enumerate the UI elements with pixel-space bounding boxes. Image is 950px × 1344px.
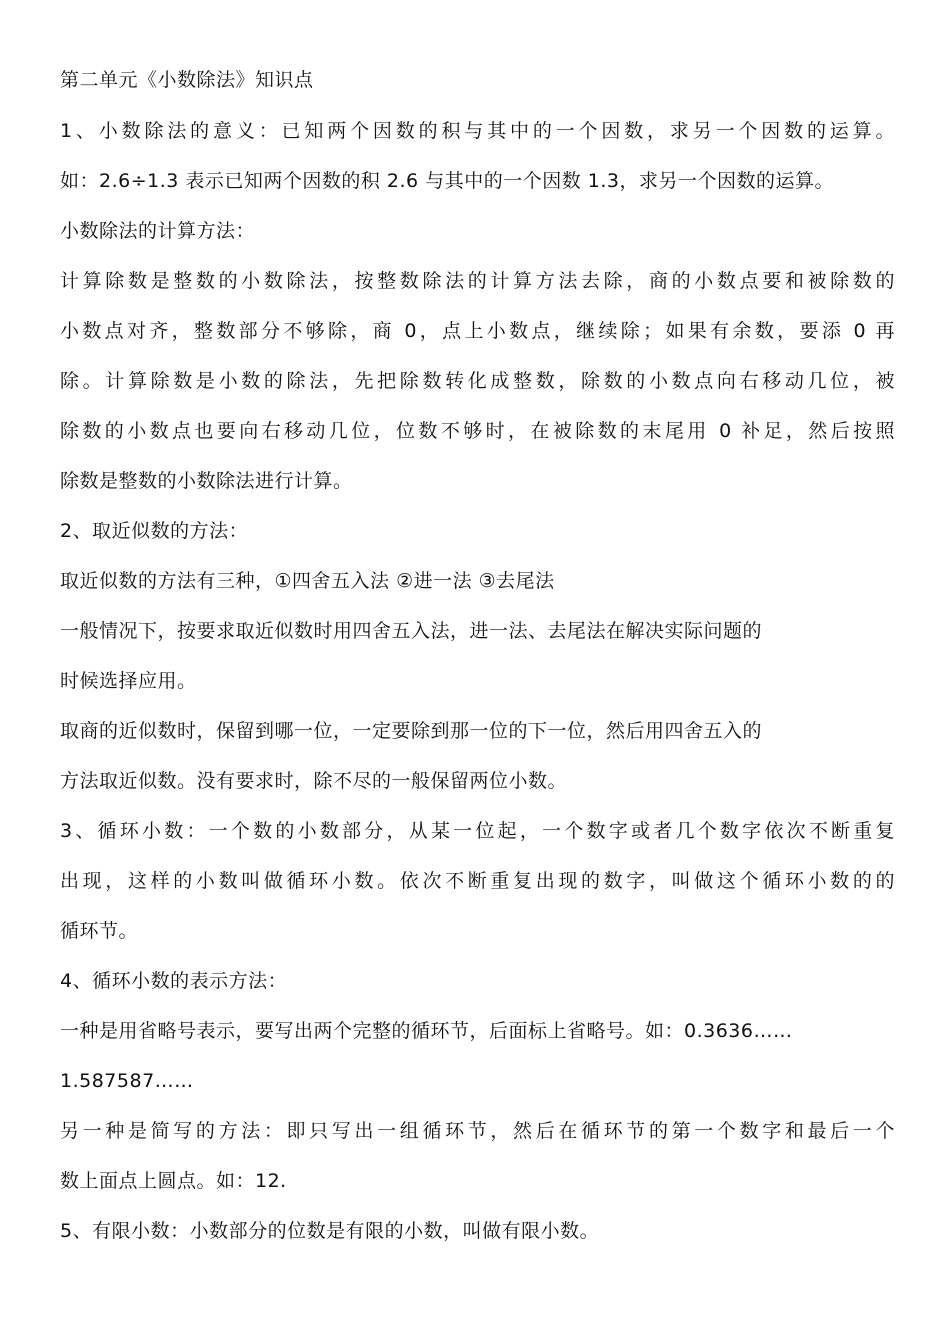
text-line-5: 小数点对齐，整数部分不够除，商 0，点上小数点，继续除；如果有余数，要添 0 再 <box>60 320 895 342</box>
text-line-21: 另一种是简写的方法：即只写出一组循环节，然后在循环节的第一个数字和最后一个 <box>60 1120 895 1142</box>
text-line-10: 取近似数的方法有三种，①四舍五入法 ②进一法 ③去尾法 <box>60 570 555 592</box>
text-line-13: 取商的近似数时，保留到哪一位，一定要除到那一位的下一位，然后用四舍五入的 <box>60 720 763 742</box>
text-line-4: 计算除数是整数的小数除法，按整数除法的计算方法去除，商的小数点要和被除数的 <box>60 270 895 292</box>
text-line-11: 一般情况下，按要求取近似数时用四舍五入法，进一法、去尾法在解决实际问题的 <box>60 620 763 642</box>
text-line-22: 数上面点上圆点。如：12. <box>60 1170 287 1192</box>
text-line-14: 方法取近似数。没有要求时，除不尽的一般保留两位小数。 <box>60 770 568 792</box>
text-line-19: 一种是用省略号表示，要写出两个完整的循环节，后面标上省略号。如：0.3636…… <box>60 1020 793 1042</box>
text-line-15: 3、循环小数：一个数的小数部分，从某一位起，一个数字或者几个数字依次不断重复 <box>60 820 895 842</box>
text-line-2: 如：2.6÷1.3 表示已知两个因数的积 2.6 与其中的一个因数 1.3，求另一个因数的运算。 <box>60 170 834 192</box>
text-line-23: 5、有限小数：小数部分的位数是有限的小数，叫做有限小数。 <box>60 1220 600 1242</box>
text-line-8: 除数是整数的小数除法进行计算。 <box>60 470 353 492</box>
text-line-17: 循环节。 <box>60 920 139 942</box>
text-line-7: 除数的小数点也要向右移动几位，位数不够时，在被除数的末尾用 0 补足，然后按照 <box>60 420 895 442</box>
text-line-18: 4、循环小数的表示方法： <box>60 970 288 992</box>
document-title: 第二单元《小数除法》知识点 <box>60 69 314 91</box>
text-line-20: 1.587587…… <box>60 1070 194 1092</box>
text-line-12: 时候选择应用。 <box>60 670 197 692</box>
text-line-6: 除。计算除数是小数的除法，先把除数转化成整数，除数的小数点向右移动几位，被 <box>60 370 895 392</box>
text-line-1: 1、小数除法的意义：已知两个因数的积与其中的一个因数，求另一个因数的运算。 <box>60 120 895 142</box>
text-line-3: 小数除法的计算方法： <box>60 220 256 242</box>
text-line-16: 出现，这样的小数叫做循环小数。依次不断重复出现的数字，叫做这个循环小数的的 <box>60 870 895 892</box>
text-line-9: 2、取近似数的方法： <box>60 520 249 542</box>
